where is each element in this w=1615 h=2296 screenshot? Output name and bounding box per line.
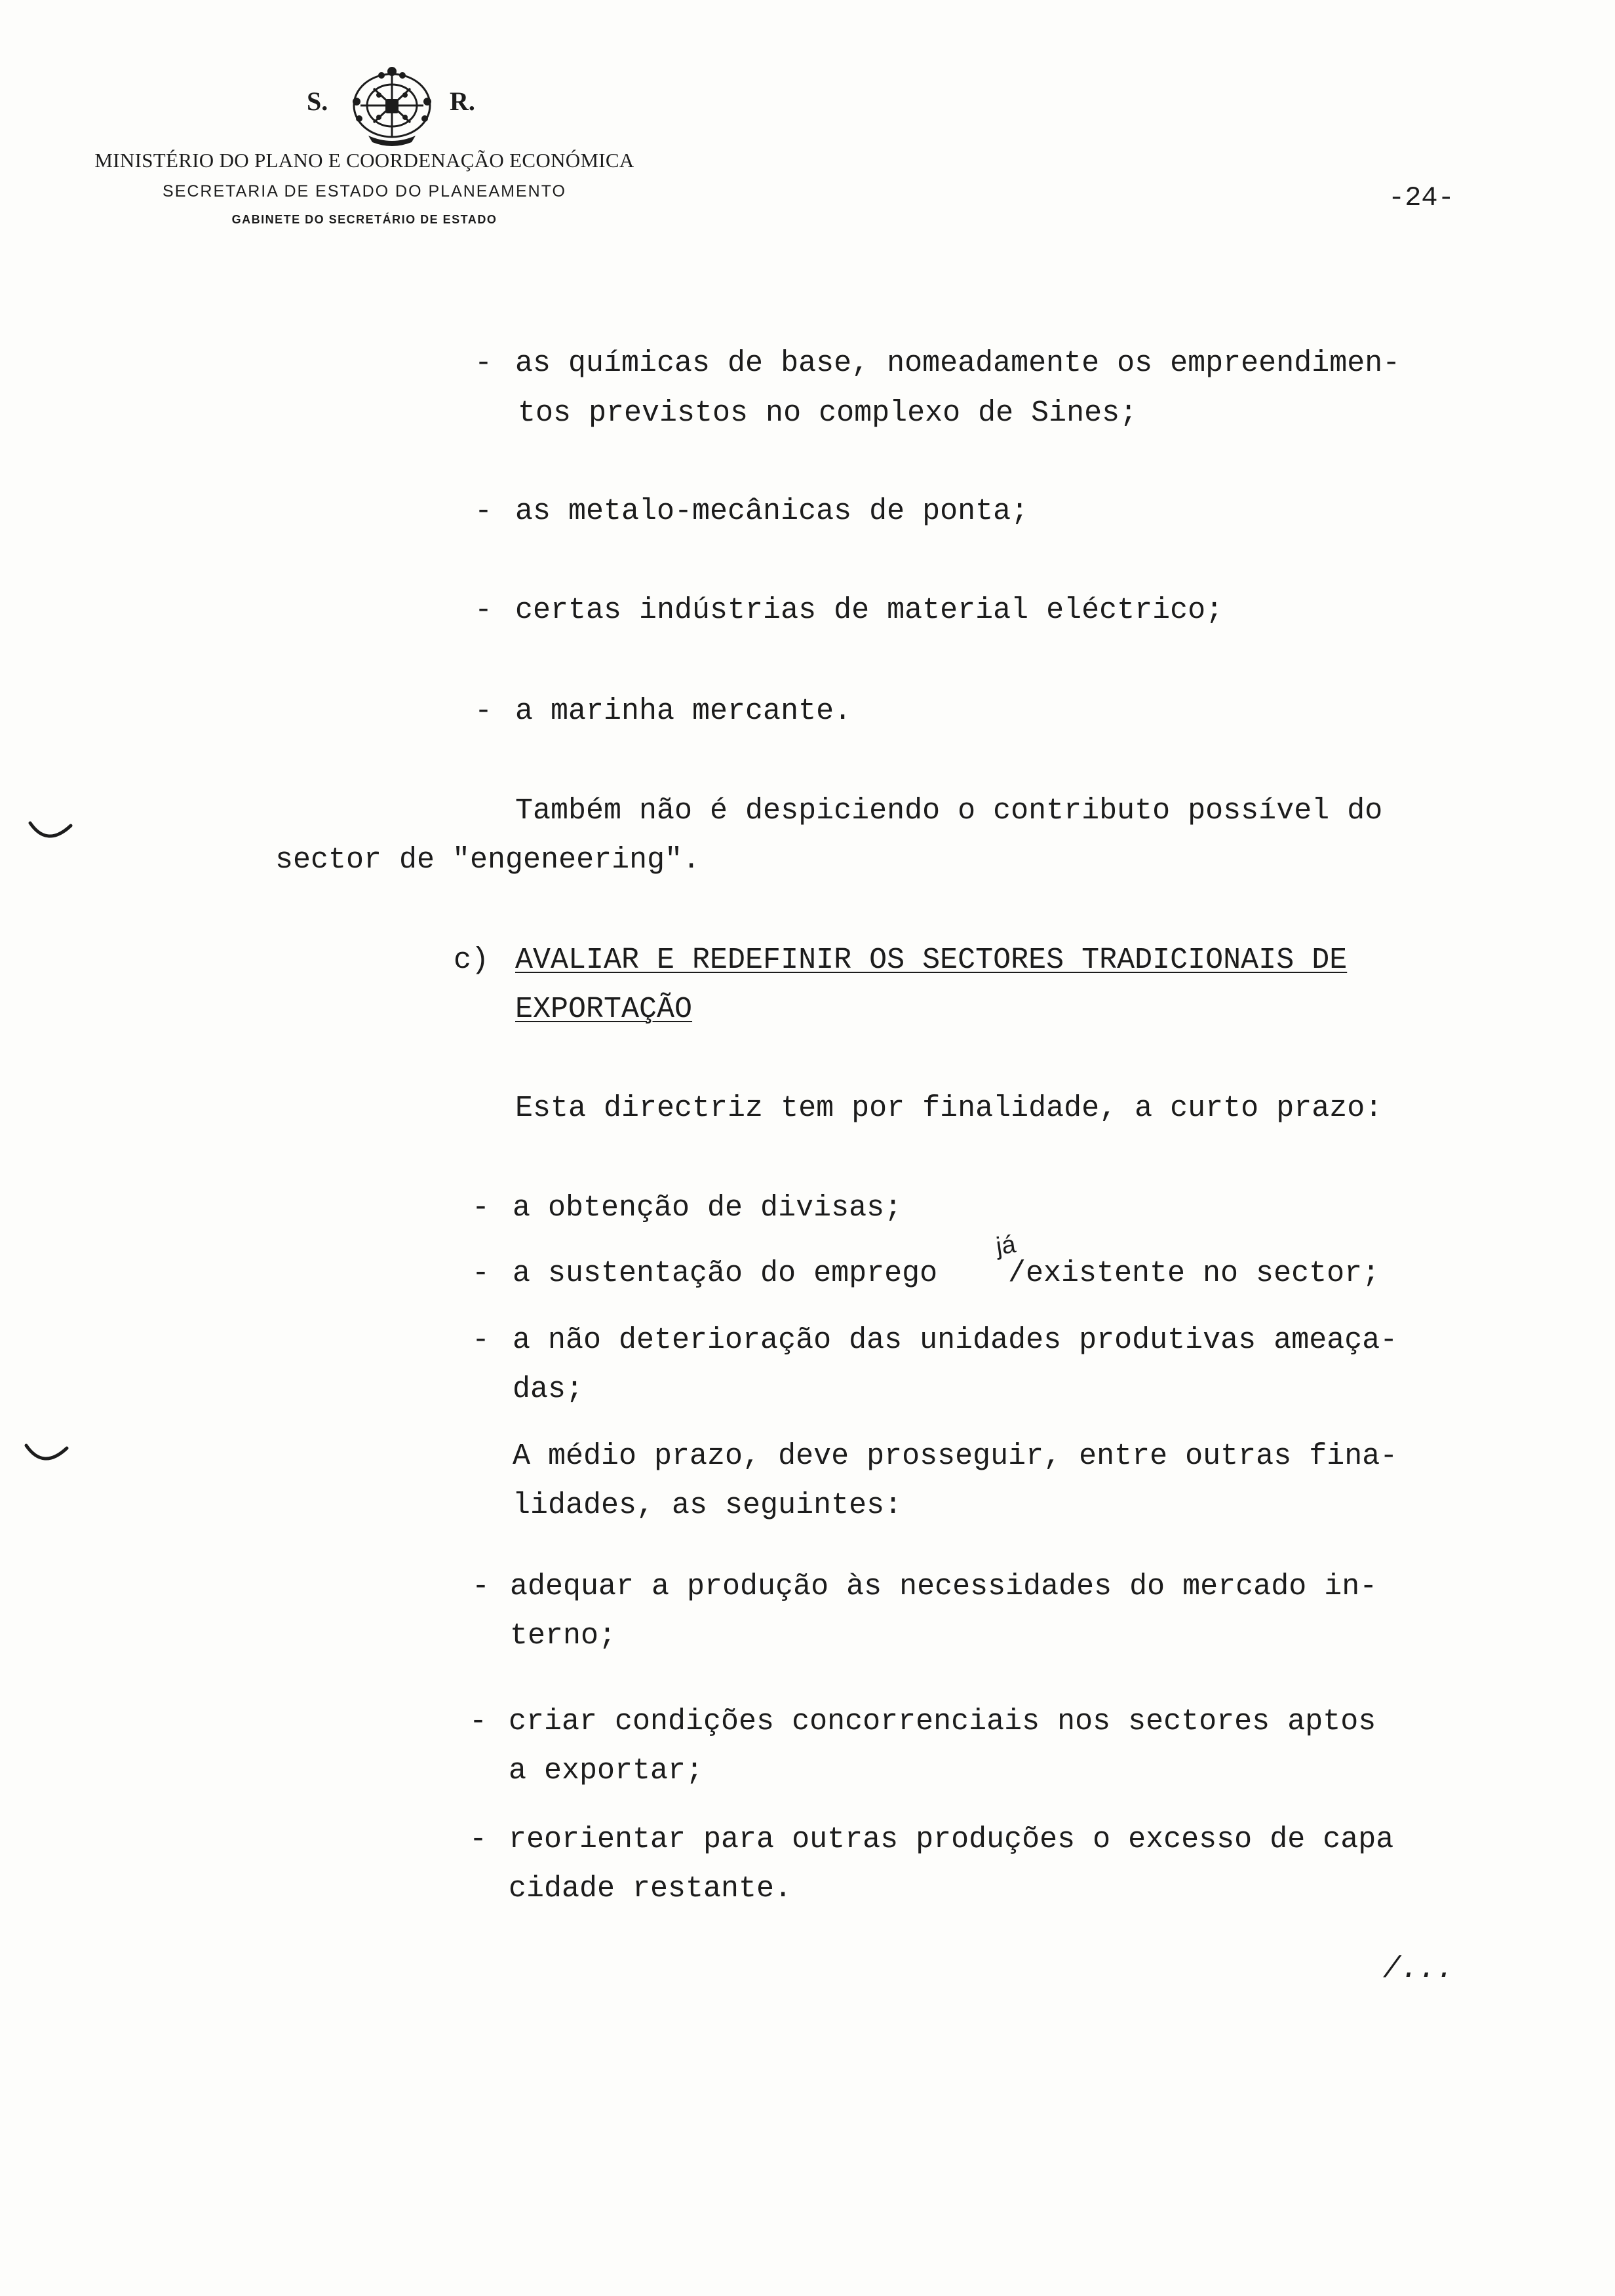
list-bullet: - — [472, 1257, 490, 1290]
list-bullet: - — [469, 1705, 488, 1738]
list-bullet: - — [472, 1191, 490, 1225]
page-number: -24- — [1388, 182, 1454, 214]
punch-hole-mark — [24, 1442, 69, 1468]
list-item-text: a sustentação do emprego — [513, 1257, 938, 1290]
list-item-text: a não deterioração das unidades produtivas ameaça- — [513, 1324, 1398, 1357]
list-item-text: terno; — [510, 1619, 617, 1653]
list-bullet: - — [475, 495, 493, 528]
coat-of-arms-icon — [340, 62, 444, 146]
list-bullet: - — [469, 1823, 488, 1856]
handwritten-insertion: já — [994, 1231, 1018, 1261]
list-bullet: - — [472, 1570, 490, 1603]
paragraph-line: Também não é despiciendo o contributo possível do — [515, 794, 1383, 828]
list-item-text: certas indústrias de material eléctrico; — [515, 594, 1224, 627]
list-bullet: - — [475, 695, 493, 728]
list-bullet: - — [472, 1324, 490, 1357]
list-item-text: /existente no sector; — [1008, 1257, 1380, 1290]
list-item-text: das; — [513, 1373, 584, 1406]
monogram — [256, 62, 518, 151]
section-title: AVALIAR E REDEFINIR OS SECTORES TRADICIONAIS DE — [515, 944, 1348, 977]
ministry-name: MINISTÉRIO DO PLANO E COORDENAÇÃO ECONÓMICA — [94, 149, 634, 172]
paragraph-line: lidades, as seguintes: — [513, 1489, 903, 1522]
list-item-text: a obtenção de divisas; — [513, 1191, 903, 1225]
list-bullet: - — [475, 347, 493, 380]
paragraph-line: A médio prazo, deve prosseguir, entre outras fina- — [513, 1440, 1398, 1473]
list-item-text: reorientar para outras produções o excesso de capa — [509, 1823, 1394, 1856]
paragraph-line: sector de "engeneering". — [275, 843, 701, 877]
monogram-s: S. — [307, 86, 328, 116]
list-item-text: tos previstos no complexo de Sines; — [518, 396, 1138, 430]
secretariat-name: SECRETARIA DE ESTADO DO PLANEAMENTO — [163, 182, 566, 201]
section-marker: c) — [454, 944, 490, 977]
punch-hole-mark — [28, 819, 73, 845]
list-item-text: cidade restante. — [509, 1872, 792, 1905]
list-item-text: as químicas de base, nomeadamente os empreendimen- — [515, 347, 1401, 380]
list-item-text: a exportar; — [509, 1754, 704, 1788]
section-title: EXPORTAÇÃO — [515, 993, 693, 1026]
list-item-text: as metalo-mecânicas de ponta; — [515, 495, 1029, 528]
paragraph-line: Esta directriz tem por finalidade, a curto prazo: — [515, 1092, 1383, 1125]
list-bullet: - — [475, 594, 493, 627]
monogram-r: R. — [450, 86, 475, 116]
list-item-text: a marinha mercante. — [515, 695, 852, 728]
list-item-text: adequar a produção às necessidades do mercado in- — [510, 1570, 1378, 1603]
list-item-text: criar condições concorrenciais nos sectores aptos — [509, 1705, 1376, 1738]
continuation-mark: /... — [1383, 1953, 1454, 1986]
cabinet-name: GABINETE DO SECRETÁRIO DE ESTADO — [231, 213, 497, 226]
